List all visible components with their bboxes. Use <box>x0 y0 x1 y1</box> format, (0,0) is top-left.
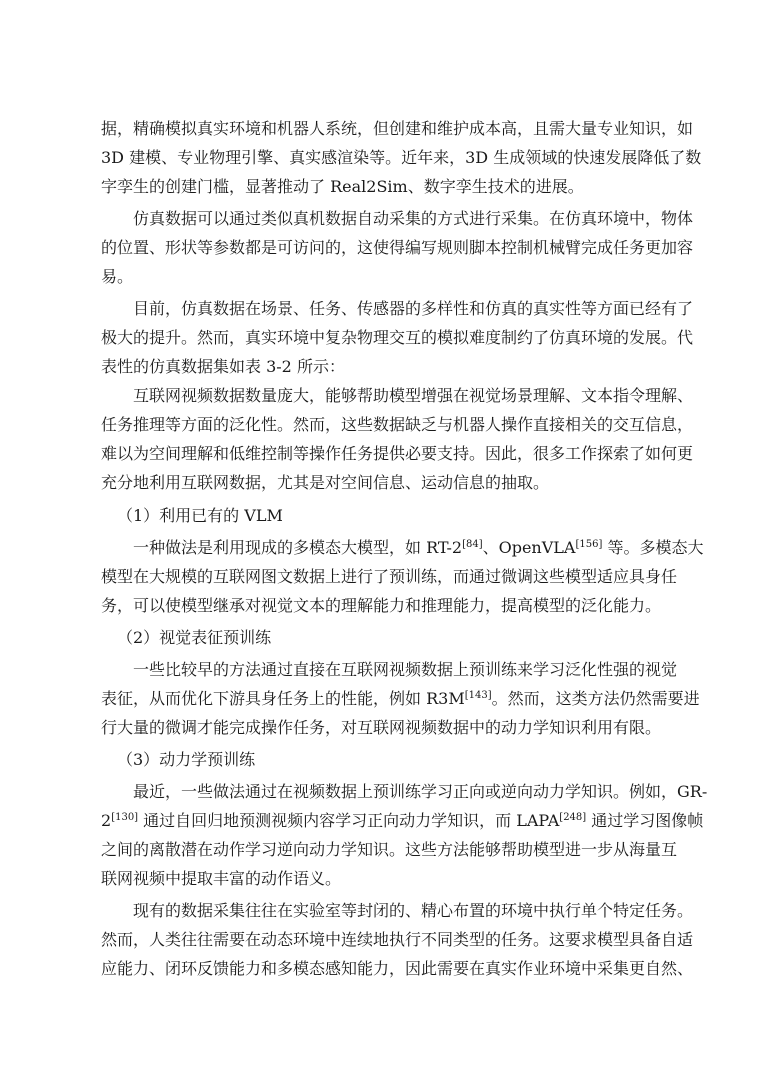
citation: [143] <box>464 690 492 701</box>
paragraph-line: 之间的离散潜在动作学习逆向动力学知识。这些方法能够帮助模型进一步从海量互 <box>101 840 678 859</box>
paragraph-line: 模型在大规模的互联网图文数据上进行了预训练，而通过微调这些模型适应具身任 <box>101 567 678 586</box>
paragraph-line: 表性的仿真数据集如表 3-2 所示： <box>101 357 345 376</box>
paragraph-line: 据，精确模拟真实环境和机器人系统，但创建和维护成本高，且需大量专业知识，如 <box>101 119 694 138</box>
paragraph-line: 极大的提升。然而，真实环境中复杂物理交互的模拟难度制约了仿真环境的发展。代 <box>101 328 694 347</box>
paragraph-line: 应能力、闭环反馈能力和多模态感知能力，因此需要在真实作业环境中采集更自然、 <box>101 959 694 978</box>
paragraph-line: 务，可以使模型继承对视觉文本的理解能力和推理能力，提高模型的泛化能力。 <box>101 596 662 615</box>
paragraph-line: 行大量的微调才能完成操作任务，对互联网视频数据中的动力学知识利用有限。 <box>101 718 662 737</box>
citation: [248] <box>559 812 587 823</box>
paragraph-line: 难以为空间理解和低维控制等操作任务提供必要支持。因此，很多工作探索了如何更 <box>101 444 694 463</box>
paragraph-line: 目前，仿真数据在场景、任务、传感器的多样性和仿真的真实性等方面已经有了 <box>133 299 694 318</box>
section-heading: （2）视觉表征预训练 <box>117 628 272 647</box>
paragraph-line: 然而，人类往往需要在动态环境中连续地执行不同类型的任务。这要求模型具备自适 <box>101 930 694 949</box>
paragraph-line: 联网视频中提取丰富的动作语义。 <box>101 869 342 888</box>
paragraph-line: 任务推理等方面的泛化性。然而，这些数据缺乏与机器人操作直接相关的交互信息， <box>101 415 694 434</box>
paragraph-line: 充分地利用互联网数据，尤其是对空间信息、运动信息的抽取。 <box>101 473 550 492</box>
citation: [84] <box>462 539 483 550</box>
citation: [156] <box>575 539 603 550</box>
paragraph-line: 互联网视频数据数量庞大，能够帮助模型增强在视觉场景理解、文本指令理解、 <box>133 386 694 405</box>
paragraph-line: 的位置、形状等参数都是可访问的，这使得编写规则脚本控制机械臂完成任务更加容 <box>101 238 694 257</box>
paragraph-line: 一种做法是利用现成的多模态大模型，如 RT-2[84]、OpenVLA[156] 等。多模态大 <box>133 538 704 557</box>
paragraph-line: 现有的数据采集往往在实验室等封闭的、精心布置的环境中执行单个特定任务。 <box>133 901 694 920</box>
paragraph-line: 3D 建模、专业物理引擎、真实感渲染等。近年来，3D 生成领域的快速发展降低了数 <box>101 148 702 167</box>
paragraph-line: 最近，一些做法通过在视频数据上预训练学习正向或逆向动力学知识。例如，GR- <box>133 782 708 801</box>
paragraph-line: 表征，从而优化下游具身任务上的性能，例如 R3M[143]。然而，这类方法仍然需要进 <box>101 689 700 708</box>
section-heading: （1）利用已有的 VLM <box>117 506 283 525</box>
paragraph-line: 字孪生的创建门槛，显著推动了 Real2Sim、数字孪生技术的进展。 <box>101 177 584 196</box>
paragraph-line: 2[130] 通过自回归地预测视频内容学习正向动力学知识，而 LAPA[248] 通过学习图像帧 <box>101 811 704 830</box>
paragraph-line: 一些比较早的方法通过直接在互联网视频数据上预训练来学习泛化性强的视觉 <box>133 660 678 679</box>
section-heading: （3）动力学预训练 <box>117 750 256 769</box>
paragraph-line: 易。 <box>101 267 134 286</box>
paragraph-line: 仿真数据可以通过类似真机数据自动采集的方式进行采集。在仿真环境中，物体 <box>133 209 694 228</box>
citation: [130] <box>111 812 139 823</box>
